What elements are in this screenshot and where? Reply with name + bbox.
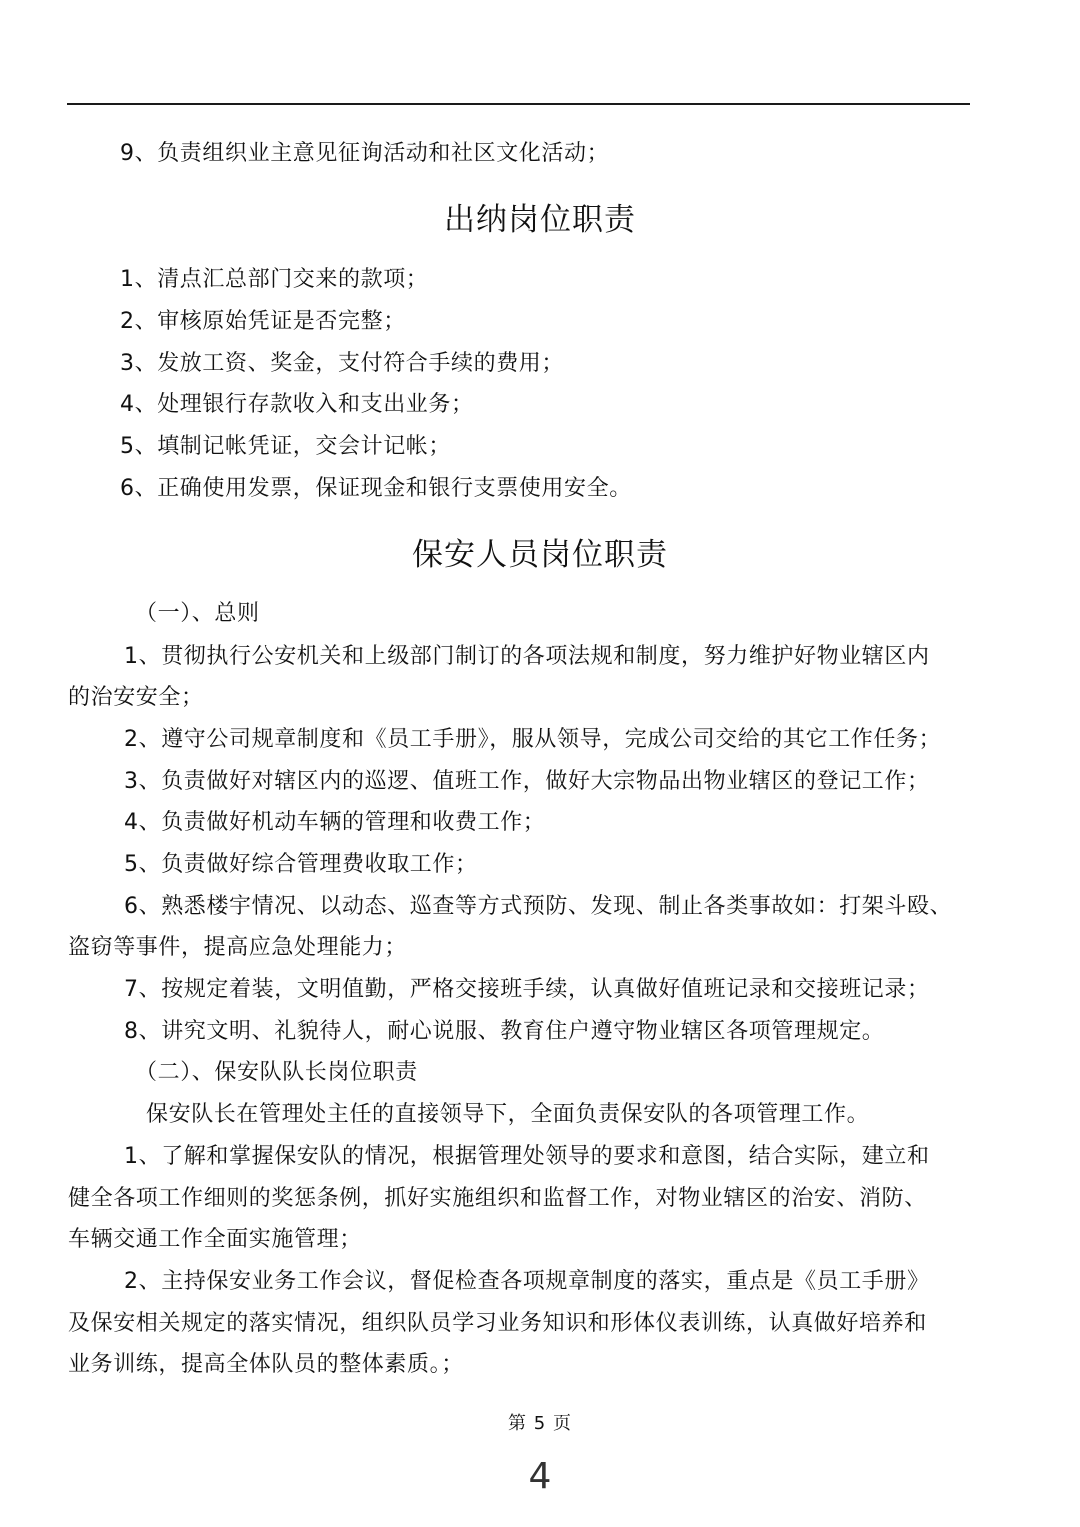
general-item-6-line-1: 6、熟悉楼宇情况、以动态、巡查等方式预防、发现、制止各类事故如：打架斗殴、	[124, 894, 953, 919]
page-number-label: 第 5 页	[508, 1413, 572, 1434]
captain-item-2-line-1: 2、主持保安业务工作会议，督促检查各项规章制度的落实，重点是《员工手册》	[124, 1269, 930, 1294]
general-item-1-line-1: 1、贯彻执行公安机关和上级部门制订的各项法规和制度，努力维护好物业辖区内	[124, 644, 930, 669]
top-item-9: 9、负责组织业主意见征询活动和社区文化活动；	[120, 141, 610, 166]
general-item-7: 7、按规定着装，文明值勤，严格交接班手续，认真做好值班记录和交接班记录；	[124, 977, 930, 1002]
captain-item-2-line-3: 业务训练，提高全体队员的整体素质。；	[68, 1352, 464, 1377]
general-item-3: 3、负责做好对辖区内的巡逻、值班工作，做好大宗物品出物业辖区的登记工作；	[124, 769, 930, 794]
captain-section-title: （二）、保安队队长岗位职责	[135, 1060, 418, 1085]
general-item-6-line-2: 盗窃等事件，提高应急处理能力；	[68, 935, 408, 960]
large-page-number: 4	[528, 1456, 552, 1497]
captain-item-1-line-2: 健全各项工作细则的奖惩条例，抓好实施组织和监督工作，对物业辖区的治安、消防、	[68, 1186, 927, 1211]
captain-item-1-line-3: 车辆交通工作全面实施管理；	[68, 1227, 362, 1252]
cashier-item-1: 1、清点汇总部门交来的款项；	[120, 267, 429, 292]
general-item-5: 5、负责做好综合管理费收取工作；	[124, 852, 478, 877]
cashier-heading: 出纳岗位职责	[444, 202, 636, 238]
cashier-item-3: 3、发放工资、奖金，支付符合手续的费用；	[120, 351, 564, 376]
cashier-item-6: 6、正确使用发票，保证现金和银行支票使用安全。	[120, 476, 632, 501]
captain-intro: 保安队长在管理处主任的直接领导下，全面负责保安队的各项管理工作。	[146, 1102, 870, 1127]
captain-item-2-line-2: 及保安相关规定的落实情况，组织队员学习业务知识和形体仪表训练，认真做好培养和	[68, 1311, 927, 1336]
general-item-2: 2、遵守公司规章制度和《员工手册》，服从领导，完成公司交给的其它工作任务；	[124, 727, 942, 752]
header-rule	[67, 103, 970, 105]
cashier-item-5: 5、填制记帐凭证，交会计记帐；	[120, 434, 451, 459]
general-item-1-line-2: 的治安安全；	[68, 685, 204, 710]
security-heading: 保安人员岗位职责	[412, 537, 668, 573]
cashier-item-2: 2、审核原始凭证是否完整；	[120, 309, 406, 334]
general-item-8: 8、讲究文明、礼貌待人，耐心说服、教育住户遵守物业辖区各项管理规定。	[124, 1019, 885, 1044]
general-item-4: 4、负责做好机动车辆的管理和收费工作；	[124, 810, 546, 835]
captain-item-1-line-1: 1、了解和掌握保安队的情况，根据管理处领导的要求和意图，结合实际，建立和	[124, 1144, 930, 1169]
cashier-item-4: 4、处理银行存款收入和支出业务；	[120, 392, 474, 417]
general-section-title: （一）、总则	[135, 601, 260, 626]
